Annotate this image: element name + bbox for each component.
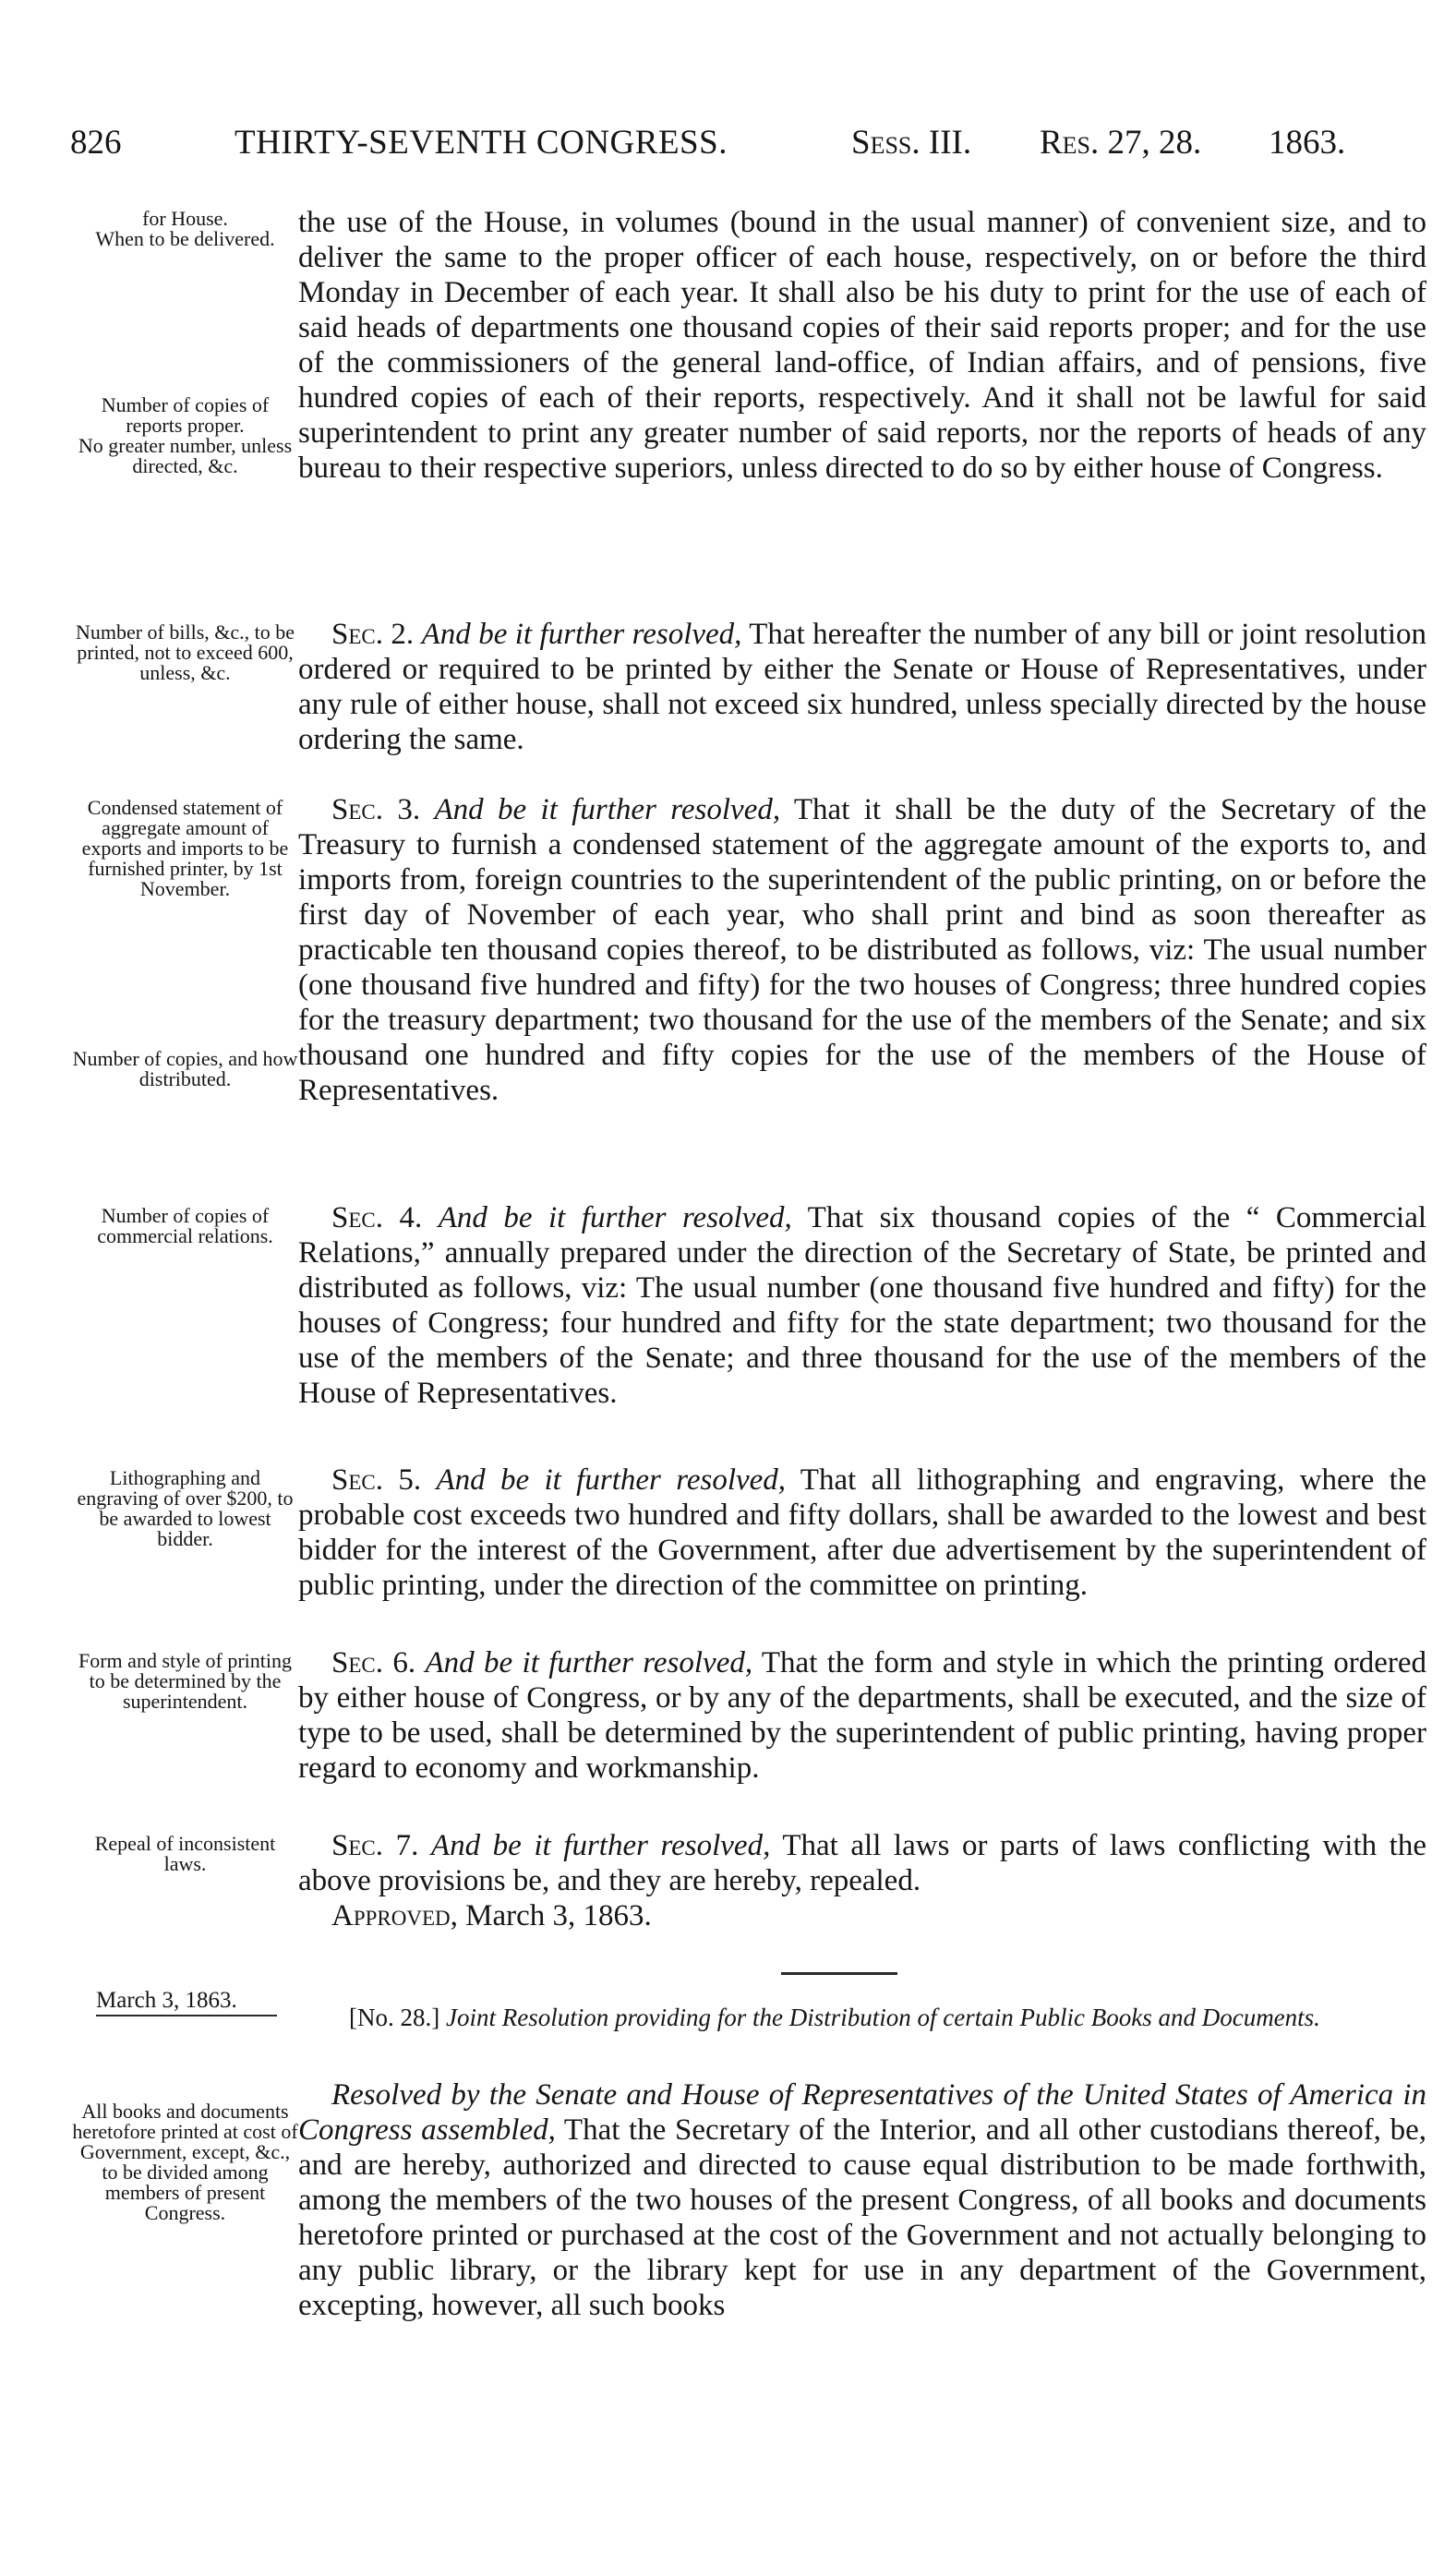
paragraph-section-3 xyxy=(298,792,1426,1108)
section-label: Sec. 7. xyxy=(331,1829,419,1862)
resolving-phrase: And be it further resolved, xyxy=(438,1201,792,1234)
paragraph-resolution-28 xyxy=(298,2077,1426,2323)
resolving-phrase: And be it further resolved, xyxy=(421,618,742,651)
section-text: That it shall be the duty of the Secretary of the Treasury to furnish a condensed statement of the aggregate amount of the exports to, and imports from, foreign countries to the superintendent of the public printing, on or before the first day of November of each year, who shall print and bind as soon thereafter as practicable ten thousand copies thereof, to be distributed as follows, viz: The usual number (one thousand five hundred and fifty) for the two houses of Congress; three hundred copies for the treasury department; two thousand for the use of the members of the Senate; and six thousand one hundred and fifty copies for the use of the members of the House of Representatives. xyxy=(298,793,1427,1107)
body-text: the use of the House, in volumes (bound in the usual manner) of convenient size, and to deliver the same to the proper officer of each house, respectively, on or before the third Monday in December of each year. It shall also be his duty to print for the use of each of said heads of departments one thousand copies of their said reports proper; and for the use of the commissioners of the general land-office, of Indian affairs, and of pensions, five hundred copies of each of their reports, respectively. And it shall not be lawful for said superintendent to print any greater number of said reports, nor the reports of heads of any bureau to their respective superiors, unless directed to do so by either house of Congress. xyxy=(298,206,1426,485)
year-label: 1863. xyxy=(1269,124,1346,162)
margin-note-copies-how: Number of copies, and how distributed. xyxy=(72,1047,298,1090)
margin-note-condensed: Condensed statement of aggregate amount of exports and imports to be furnished printer, by 1st November. xyxy=(81,796,289,900)
resolution-heading: Joint Resolution providing for the Distribution of certain Public Books and Documents. xyxy=(446,2004,1320,2031)
margin-note-lithographing: Lithographing and engraving of over $200, to be awarded to lowest bidder. xyxy=(77,1466,294,1550)
approved-label: Approved, xyxy=(331,1899,458,1932)
paragraph-section-2 xyxy=(298,617,1426,757)
running-header xyxy=(70,120,1363,166)
section-text: That the form and style in which the printing ordered by either house of Congress, or by any of the departments, shall be executed, and the size of type to be used, shall be determined by the superintendent of public printing, having proper regard to economy and workmanship. xyxy=(298,1646,1427,1785)
section-7-body xyxy=(298,1828,1426,1898)
margin-note-for-house: for House. When to be delivered. xyxy=(95,207,275,250)
resolving-phrase: And be it further resolved, xyxy=(430,1829,771,1862)
paragraph-section-4 xyxy=(298,1200,1426,1411)
section-text: That six thousand copies of the “ Commercial Relations,” annually prepared under the direction of the Secretary of State, be printed and distributed as follows, viz: The usual number (one thousand five hundred and fifty) for the houses of Congress; four hundred and fifty for the state department; two thousand for the use of the members of the Senate; and three thousand for the use of the members of the House of Representatives. xyxy=(298,1201,1427,1410)
resolving-phrase: And be it further resolved, xyxy=(436,1463,787,1497)
paragraph-continuation xyxy=(298,205,1426,486)
enacting-clause: Resolved by the Senate and House of Representatives of the United States of America in Congress assembled, xyxy=(298,2078,1426,2147)
approved-date: March 3, 1863. xyxy=(465,1899,652,1932)
section-text: That all lithographing and engraving, where the probable cost exceeds two hundred and fifty dollars, shall be awarded to the lowest and best bidder for the interest of the Government, after due advertisement by the superintendent of public printing, under the direction of the committee on printing. xyxy=(298,1463,1426,1602)
section-label: Sec. 5. xyxy=(331,1463,422,1497)
resolution-title xyxy=(298,2004,1371,2031)
paragraph-section-6 xyxy=(298,1645,1426,1786)
page-number: 826 xyxy=(70,124,122,162)
resolving-phrase: And be it further resolved, xyxy=(434,793,781,826)
margin-note-repeal: Repeal of inconsistent laws. xyxy=(94,1832,276,1875)
resolving-phrase: And be it further resolved, xyxy=(425,1646,753,1679)
section-label: Sec. 3. xyxy=(331,793,421,826)
section-text: That all laws or parts of laws conflicting with the above provisions be, and they are hereby, repealed. xyxy=(298,1829,1426,1897)
resolution-text: That the Secretary of the Interior, and all other custodians thereof, be, and are hereby, authorized and directed to cause equal distribution to be made forthwith, among the members of the two houses of the present Congress, of all books and documents heretofore printed or purchased at the cost of the Government and not actually belonging to any public library, or the library kept for use in any department of the Government, excepting, however, all such books xyxy=(298,2113,1426,2322)
section-label: Sec. 6. xyxy=(331,1646,416,1679)
section-divider xyxy=(781,1972,897,1975)
session-label: Sess. III. xyxy=(851,124,972,162)
margin-note-commercial: Number of copies of commercial relations. xyxy=(97,1204,273,1247)
section-label: Sec. 2. xyxy=(331,618,415,651)
margin-note-form-style: Form and style of printing to be determined by the superintendent. xyxy=(78,1649,292,1713)
resolutions-label: Res. 27, 28. xyxy=(1040,124,1202,162)
section-text: That hereafter the number of any bill or joint resolution ordered or required to be printed by either the Senate or House of Representatives, under any rule of either house, shall not exceed six hundred, unless specially directed by the house ordering the same. xyxy=(298,618,1427,756)
paragraph-section-7 xyxy=(298,1828,1426,1933)
congress-title: THIRTY-SEVENTH CONGRESS. xyxy=(235,124,728,162)
approval-line xyxy=(298,1898,1426,1933)
resolution-number: [No. 28.] xyxy=(349,2004,440,2031)
resolution-date: March 3, 1863. xyxy=(96,1987,277,2016)
margin-note-all-books: All books and documents heretofore printed at cost of Government, except, &c., to be divided among members of present Congress. xyxy=(72,2100,298,2224)
paragraph-section-5 xyxy=(298,1463,1426,1603)
margin-note-bills: Number of bills, &c., to be printed, not to exceed 600, unless, &c. xyxy=(75,620,295,684)
margin-note-number-of-copies: Number of copies of reports proper. No greater number, unless directed, &c. xyxy=(78,393,293,477)
section-label: Sec. 4. xyxy=(331,1201,423,1234)
